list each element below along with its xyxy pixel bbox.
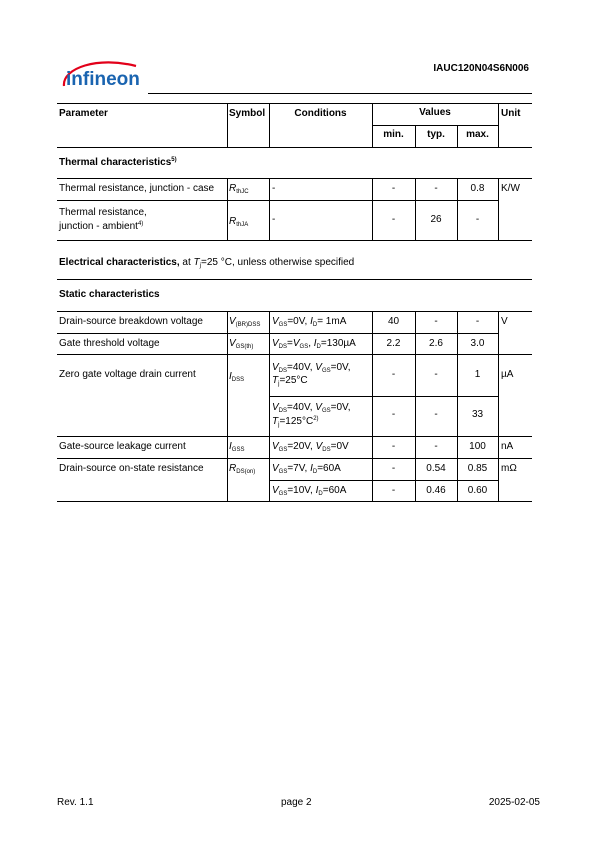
- rule: [269, 311, 270, 501]
- rule: [498, 178, 499, 240]
- rule: [269, 178, 270, 240]
- rule: [57, 333, 499, 334]
- unit-current-na: nA: [501, 441, 514, 452]
- symbol-rthjc: $R_{thJC}$: [229, 183, 249, 195]
- max-igss: 100: [469, 441, 486, 452]
- header-rule: [148, 93, 532, 94]
- cond-idss-125c-line1: $V_{DS}=40V$, $V_{GS}=0V$,: [272, 402, 351, 414]
- max-vth: 3.0: [470, 338, 485, 349]
- cond-idss-25c-line1: $V_{DS}=40V$, $V_{GS}=0V$,: [272, 362, 351, 374]
- unit-voltage: V: [501, 316, 508, 327]
- max-idss-25c: 1: [474, 369, 481, 380]
- typ-igss: -: [434, 441, 438, 452]
- rule: [57, 200, 499, 201]
- param-rthja-line2: junction - ambient$^{4)}$: [59, 221, 144, 232]
- param-vth: Gate threshold voltage: [59, 338, 160, 349]
- typ-rdson-7v: 0.54: [426, 463, 446, 474]
- param-rthja-line1: Thermal resistance,: [59, 207, 147, 218]
- typ-rthja: 26: [430, 214, 442, 225]
- unit-thermal: K/W: [501, 183, 520, 194]
- rule: [498, 311, 499, 501]
- rule: [269, 480, 498, 481]
- rule: [57, 103, 532, 104]
- cond-rthja: -: [272, 214, 276, 225]
- rule: [57, 147, 532, 148]
- unit-current-ua: µA: [501, 369, 514, 380]
- max-rdson-10v: 0.60: [467, 485, 488, 496]
- cond-vbr: $V_{GS}=0V$, $I_D= 1mA$: [272, 316, 347, 328]
- svg-text:infineon: infineon: [66, 69, 140, 90]
- rule: [57, 279, 532, 280]
- section-electrical: Electrical characteristics, at $T_j=25$ °C, unless otherwise specified: [59, 257, 355, 269]
- section-thermal: Thermal characteristics$^{5)}$: [59, 157, 177, 168]
- rule: [372, 125, 498, 126]
- param-igss: Gate-source leakage current: [59, 441, 186, 452]
- min-idss-25c: -: [391, 369, 396, 380]
- typ-vth: 2.6: [429, 338, 443, 349]
- rule: [227, 311, 228, 501]
- typ-rdson-10v: 0.46: [426, 485, 446, 496]
- typ-rthjc: -: [434, 183, 438, 194]
- param-rthjc: Thermal resistance, junction - case: [59, 183, 215, 194]
- rule: [57, 178, 532, 179]
- symbol-vth: $V_{GS(th)}$: [229, 338, 254, 350]
- min-rdson-7v: -: [391, 463, 396, 474]
- cond-vth: $V_{DS}=V_{GS}$, $I_D=130\mu A$: [272, 338, 356, 350]
- infineon-logo: [58, 58, 148, 98]
- min-vth: 2.2: [386, 338, 401, 349]
- symbol-idss: $I_{DSS}$: [229, 371, 245, 383]
- col-values: Values: [419, 107, 451, 118]
- cond-idss-125c-line2: $T_j=125^\circ C^{2)}$: [272, 416, 319, 428]
- rule: [57, 311, 532, 312]
- cond-rdson-10v: $V_{GS}=10V$, $I_D=60A$: [272, 485, 347, 497]
- max-rdson-7v: 0.85: [467, 463, 488, 474]
- rule: [227, 103, 228, 147]
- section-static: Static characteristics: [59, 289, 160, 300]
- min-idss-125c: -: [391, 409, 396, 420]
- cond-igss: $V_{GS}=20V$, $V_{DS}=0V$: [272, 441, 349, 453]
- min-rthja: -: [391, 214, 396, 225]
- rule: [57, 458, 532, 459]
- footer-revision: Rev. 1.1: [57, 797, 94, 808]
- col-conditions: Conditions: [294, 108, 347, 119]
- col-unit: Unit: [501, 108, 521, 119]
- param-idss: Zero gate voltage drain current: [59, 369, 196, 380]
- col-parameter: Parameter: [59, 108, 108, 119]
- typ-idss-125c: -: [434, 409, 438, 420]
- min-rthjc: -: [391, 183, 396, 194]
- max-rthjc: 0.8: [470, 183, 485, 194]
- param-rdson: Drain-source on-state resistance: [59, 463, 204, 474]
- typ-idss-25c: -: [434, 369, 438, 380]
- min-rdson-10v: -: [391, 485, 396, 496]
- footer-date: 2025-02-05: [488, 797, 540, 808]
- max-idss-125c: 33: [471, 409, 484, 420]
- col-max: max.: [466, 129, 489, 140]
- rule: [227, 178, 228, 240]
- rule: [269, 396, 498, 397]
- cond-idss-25c-line2: $T_j=25^\circ C$: [272, 375, 308, 387]
- footer-page: page 2: [281, 797, 312, 808]
- col-symbol: Symbol: [229, 108, 266, 119]
- max-rthja: -: [475, 214, 480, 225]
- unit-resistance: mΩ: [501, 463, 517, 474]
- part-number: IAUC120N04S6N006: [433, 63, 529, 74]
- symbol-vbr: $V_{(BR)DSS}$: [229, 316, 261, 328]
- col-min: min.: [383, 129, 404, 140]
- cond-rthjc: -: [272, 183, 276, 194]
- rule: [57, 501, 532, 502]
- typ-vbr: -: [434, 316, 438, 327]
- symbol-rdson: $R_{DS(on)}$: [229, 463, 256, 475]
- symbol-igss: $I_{GSS}$: [229, 441, 245, 453]
- rule: [57, 240, 532, 241]
- rule: [498, 103, 499, 147]
- max-vbr: -: [475, 316, 480, 327]
- cond-rdson-7v: $V_{GS}=7V$, $I_D=60A$: [272, 463, 341, 475]
- rule: [57, 354, 532, 355]
- min-vbr: 40: [387, 316, 400, 327]
- col-typ: typ.: [427, 129, 445, 140]
- symbol-rthja: $R_{thJA}$: [229, 216, 249, 228]
- param-vbr: Drain-source breakdown voltage: [59, 316, 203, 327]
- min-igss: -: [391, 441, 396, 452]
- rule: [57, 436, 532, 437]
